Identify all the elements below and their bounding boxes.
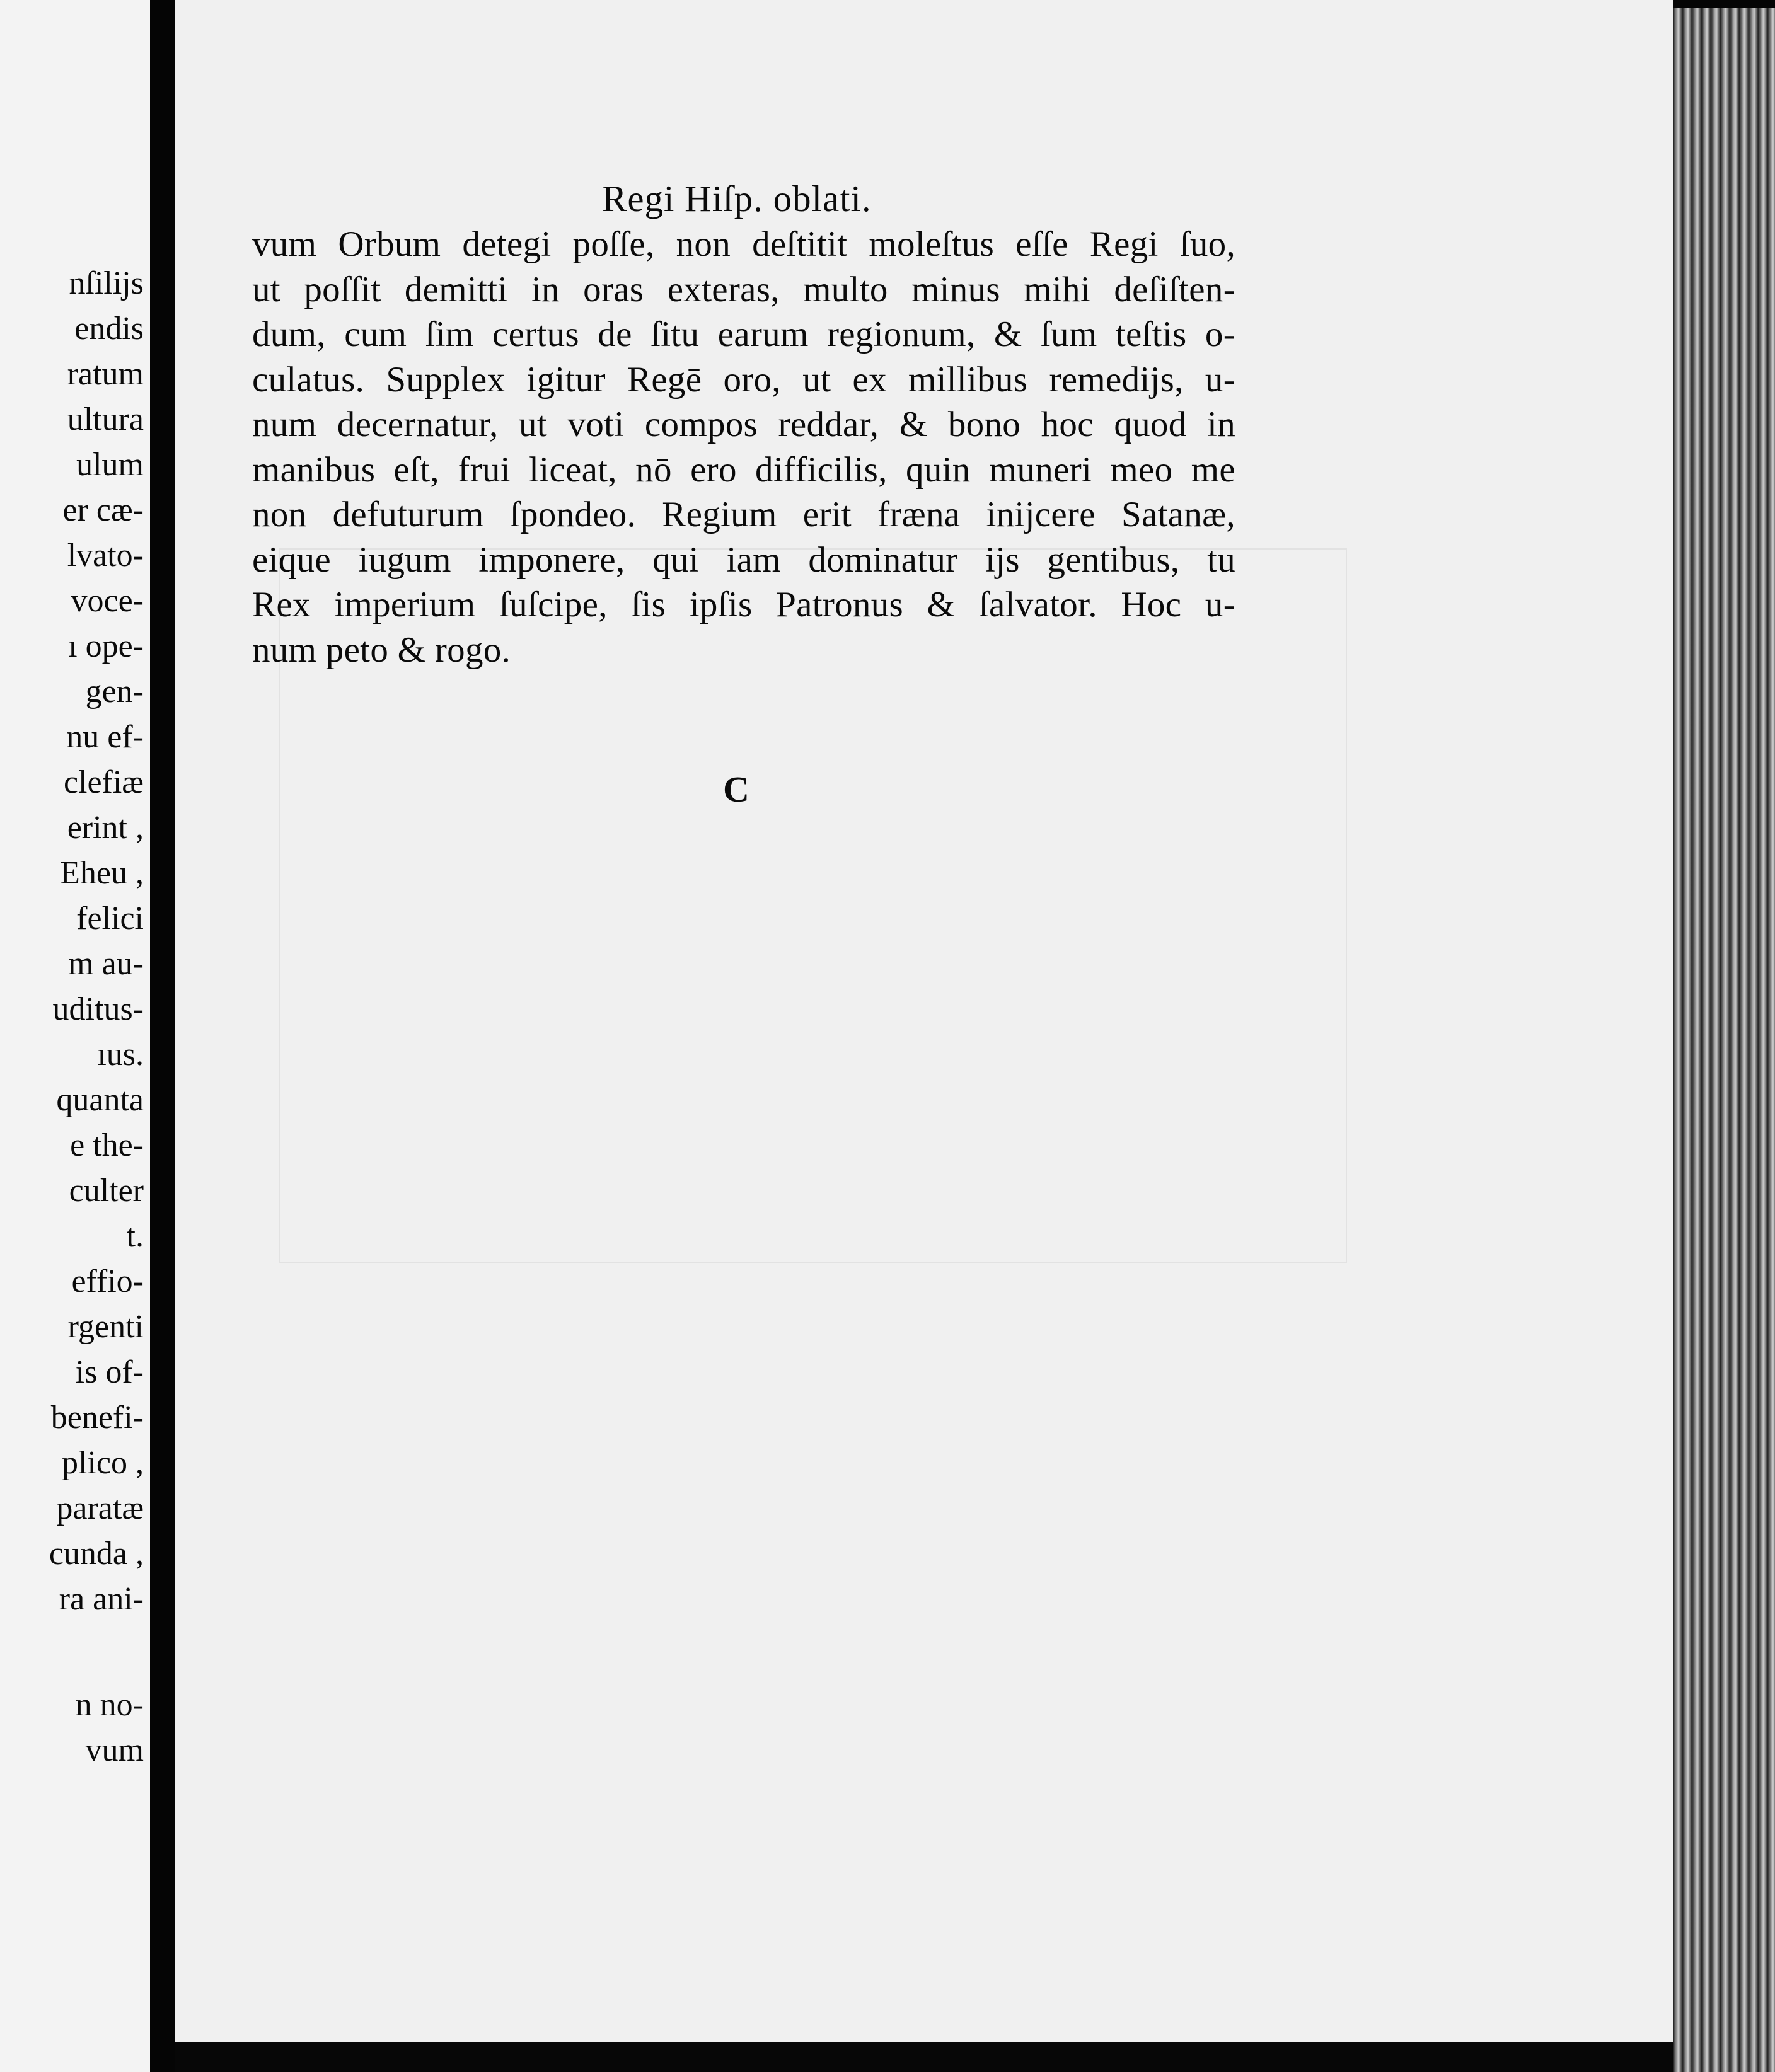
text-line: ut poſſit demitti in oras exteras, multo minus mihi deſiſten- bbox=[252, 269, 1235, 309]
left-page-text-fragment: nu ef- bbox=[66, 719, 144, 755]
left-page-text-fragment: t. bbox=[126, 1218, 144, 1254]
left-page-text-fragment: erint , bbox=[67, 810, 144, 846]
left-page-text-fragment: ratum bbox=[67, 356, 144, 392]
left-page-text-fragment: cunda , bbox=[49, 1536, 144, 1572]
signature-mark: C bbox=[723, 769, 749, 810]
left-page-text-fragment: er cæ- bbox=[62, 492, 144, 528]
left-page-text-fragment: Eheu , bbox=[60, 855, 144, 891]
text-line: non defuturum ſpondeo. Regium erit fræna inijcere Satanæ, bbox=[252, 495, 1235, 534]
left-page-text-fragment: vum bbox=[85, 1732, 144, 1768]
left-page-text-fragment: voce- bbox=[71, 583, 144, 619]
text-line: num peto & rogo. bbox=[252, 630, 511, 670]
left-page-text-fragment: quanta bbox=[56, 1082, 144, 1118]
left-page-text-fragment: lvato- bbox=[67, 538, 144, 573]
left-page-text-fragment: ıus. bbox=[97, 1037, 144, 1073]
fore-edge-pages bbox=[1673, 0, 1775, 2072]
left-page-text-fragment: n no- bbox=[75, 1687, 144, 1723]
left-page-text-fragment: m au- bbox=[68, 946, 144, 982]
left-page-text-fragment: nſilijs bbox=[69, 265, 144, 301]
page-bottom-edge bbox=[175, 2042, 1673, 2072]
text-line: num decernatur, ut voti compos reddar, & bono hoc quod in bbox=[252, 405, 1235, 444]
left-page-text-fragment: ı ope- bbox=[68, 628, 144, 664]
text-line: Rex imperium ſuſcipe, ſis ipſis Patronus & ſalvator. Hoc u- bbox=[252, 585, 1235, 624]
text-line: dum, cum ſim certus de ſitu earum regionum, & ſum teſtis o- bbox=[252, 314, 1235, 354]
left-page-text-fragment: uditus- bbox=[52, 991, 144, 1027]
left-page-text-fragment: culter bbox=[69, 1173, 144, 1209]
left-page-text-fragment: effio- bbox=[71, 1263, 144, 1299]
left-page-text-fragment: plico , bbox=[62, 1445, 144, 1481]
left-page-text-fragment: ulum bbox=[76, 447, 144, 483]
left-page-text-fragment: clefiæ bbox=[63, 764, 144, 800]
text-line: eique iugum imponere, qui iam dominatur ijs gentibus, tu bbox=[252, 539, 1235, 580]
fore-edge-top-shadow bbox=[1673, 0, 1775, 8]
left-page-text-fragment: is of- bbox=[75, 1354, 144, 1390]
left-page-text-fragment: paratæ bbox=[56, 1490, 144, 1526]
running-head: Regi Hiſp. oblati. bbox=[602, 178, 872, 219]
left-page-text-fragment: rgenti bbox=[67, 1309, 144, 1345]
left-page-text-fragment: endis bbox=[74, 311, 144, 347]
left-page-text-fragment: ultura bbox=[67, 401, 144, 437]
text-line: manibus eſt, frui liceat, nō ero difficilis, quin muneri meo me bbox=[252, 449, 1235, 490]
left-page-text-fragment: felici bbox=[76, 901, 144, 936]
left-page-text-fragment: e the- bbox=[70, 1127, 144, 1163]
left-page-text-fragment: benefi- bbox=[50, 1400, 144, 1436]
left-page-edge bbox=[0, 0, 150, 2072]
book-gutter bbox=[150, 0, 175, 2072]
text-line: culatus. Supplex igitur Regē oro, ut ex millibus remedijs, u- bbox=[252, 359, 1235, 400]
body-text bbox=[252, 222, 1235, 672]
left-page-text-fragment: ra ani- bbox=[59, 1581, 144, 1617]
left-page-text-fragment: gen- bbox=[85, 674, 144, 710]
text-line: vum Orbum detegi poſſe, non deſtitit moleſtus eſſe Regi ſuo, bbox=[252, 224, 1235, 264]
